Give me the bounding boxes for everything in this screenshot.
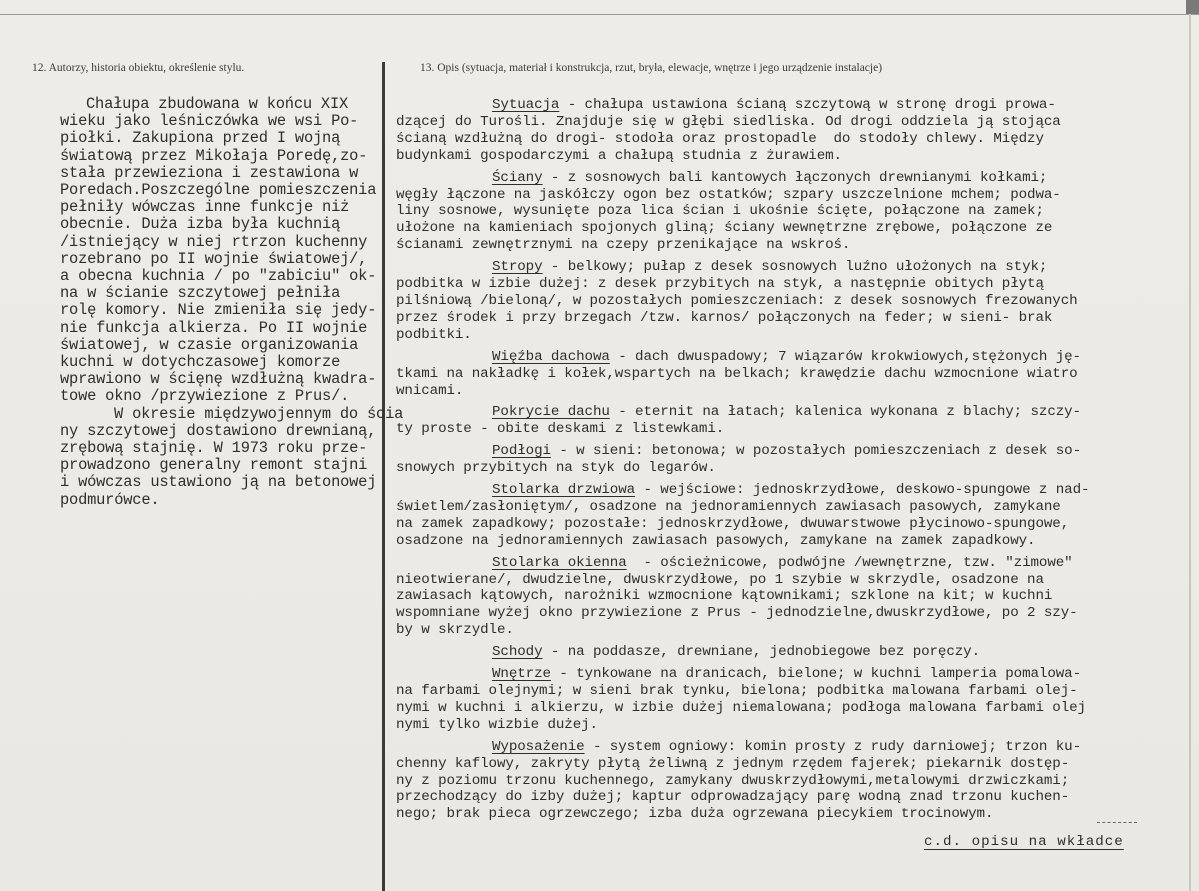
history-line: rozebrano po II wojnie światowej/, (60, 249, 368, 268)
history-line: światową przez Mikołaja Poredę,zo- (60, 146, 368, 165)
section-text: - wejściowe: jednoskrzydłowe, deskowo-spungowe z nad- (635, 482, 1090, 499)
description-line: ścianami zewnętrznymi na czepy przenikające na wskroś. (396, 237, 851, 254)
section-text: - system ogniowy: komin prosty z rudy darniowej; trzon ku- (584, 738, 1081, 755)
ink-mark (1097, 822, 1137, 825)
description-line: węgły łączone na jaskółczy ogon bez ostatków; szpary uszczelnione mchem; podwa- (396, 186, 1061, 203)
section-text: - chałupa ustawiona ścianą szczytową w stronę drogi prowa- (559, 97, 1056, 113)
history-line: na w ścianie szczytowej pełniła (60, 284, 341, 303)
section-heading: Wnętrze (492, 666, 551, 683)
history-line: Poredach.Poszczególne pomieszczenia (60, 181, 377, 200)
description-line: snowych przybitych na styk do legarów. (396, 460, 716, 477)
description-line (396, 349, 1196, 366)
section-text: - z sosnowych bali kantowych łączonych drewnianymi kołkami; (542, 169, 1048, 186)
history-line: /istniejący w niej rtrzon kuchenny (60, 232, 368, 251)
description-line: przez środek i przy brzegach /tzw. karnos/ połączonych na feder; w sieni- brak (396, 309, 1053, 326)
top-edge-line (0, 14, 1199, 15)
description-line (396, 739, 1196, 756)
description-section (396, 555, 1196, 640)
section-text: - belkowy; pułap z desek sosnowych luźno ułożonych na styk; (542, 259, 1048, 276)
header-section-13: 13. Opis (sytuacja, materiał i konstrukcja, rzut, bryła, elewacje, wnętrze i jego urządzenie instalacje) (420, 62, 883, 74)
corner-mark (1186, 0, 1199, 14)
section-text: - ościeżnicowe, podwójne /wewnętrzne, tzw. "zimowe" (626, 554, 1073, 571)
history-line: prowadzono generalny remont stajni (60, 456, 368, 475)
history-line: wprawiono w ścięnę wzdłużną kwadra- (60, 370, 377, 389)
description-line: zawiasach kątowych, narożniki wzmocnione kątownikami; szklone na kit; w kuchni (396, 588, 1053, 605)
description-section (396, 482, 1196, 550)
description-line (396, 482, 1196, 499)
description-line: ny z poziomu trzonu kuchennego, zamykany dwuskrzydłowymi,metalowymi drzwiczkami; (396, 772, 1070, 789)
description-line (396, 666, 1196, 683)
section-heading: Stropy (492, 259, 543, 276)
description-section (396, 443, 1196, 477)
history-line: piołki. Zakupiona przed I wojną (60, 129, 341, 148)
history-line: nie funkcja alkierza. Po II wojnie (60, 318, 368, 337)
history-line: rolę komory. Nie zmieniła się jedy- (60, 301, 377, 320)
description-line: ścianą wzdłużną do drogi- stodoła oraz prostopadle do stodoły chlewy. Między (396, 130, 1044, 147)
description-text (396, 97, 1196, 828)
history-line: pełniły wówczas inne funkcje niż (60, 198, 350, 217)
description-line: nieotwierane/, dwudzielne, dwuskrzydłowe, po 1 szybie w skrzydle, osadzone na (396, 571, 1044, 588)
section-text: - eternit na łatach; kalenica wykonana z blachy; szczy- (609, 404, 1081, 421)
description-line: na zamek zapadkowy; pozostałe: jednoskrzydłowe, dwuwarstwowe płycinowo-spungowe, (396, 515, 1070, 532)
section-text: - na poddasze, drewniane, jednobiegowe bez poręczy. (542, 644, 981, 661)
description-line: nego; brak pieca ogrzewczego; izba duża ogrzewana piecykiem trocinowym. (396, 806, 994, 823)
description-line: nymi w kuchni i alkierzu, w izbie dużej niemalowana; podłoga malowana farbami olej (396, 699, 1086, 716)
section-text: - w sieni: betonowa; w pozostałych pomieszczeniach z desek so- (550, 443, 1081, 460)
description-line: ty proste - obite deskami z listewkami. (396, 421, 725, 438)
section-heading: Sytuacja (492, 97, 560, 113)
history-line: wieku jako leśniczówka we wsi Po- (60, 112, 359, 131)
history-text (60, 95, 404, 509)
description-line: osadzone na jednoramiennych zawiasach pasowych, zamykane na zamek zapadkowy. (396, 532, 1036, 549)
description-line: tkami na nakładkę i kołek,wspartych na belkach; krawędzie dachu wzmocnione wiatro (396, 365, 1078, 382)
section-heading: Stolarka drzwiowa (492, 482, 636, 499)
description-line: chenny kaflowy, zakryty płytą żeliwną z jednym rzędem fajerek; piekarnik dostęp- (396, 755, 1070, 772)
description-line: przechodzący do izby dużej; kaptur odprowadzający parę wodną znad trzonu kuchen- (396, 789, 1070, 806)
section-heading: Schody (492, 644, 543, 661)
section-heading: Podłogi (492, 443, 551, 460)
history-line: światowej, w czasie organizowania (60, 335, 359, 354)
description-section (396, 349, 1196, 400)
description-line: by w skrzydle. (396, 622, 514, 639)
history-line: Chałupa zbudowana w końcu XIX (86, 95, 349, 113)
header-section-12: 12. Autorzy, historia obiektu, określenie stylu. (32, 62, 245, 74)
description-line: podbitki. (396, 326, 472, 343)
description-line (396, 259, 1196, 276)
description-line: dzącej do Turośli. Znajduje się w głębi siedliska. Od drogi oddziela ją stojąca (396, 113, 1061, 130)
description-line: wnicami. (396, 382, 464, 399)
continuation-note: c.d. opisu na wkładce (924, 834, 1124, 850)
description-section (396, 170, 1196, 255)
description-line: na farbami olejnymi; w sieni brak tynku, bielona; podbitka malowana farbami olej- (396, 683, 1078, 699)
history-line: obecnie. Duża izba była kuchnią (60, 215, 341, 234)
description-section (396, 404, 1196, 438)
section-text: - dach dwuspadowy; 7 wiązarów krokwiowych,stężonych ję- (609, 348, 1081, 365)
section-heading: Pokrycie dachu (492, 404, 610, 421)
description-line: nymi tylko wizbie dużej. (396, 716, 598, 733)
description-section (396, 739, 1196, 824)
description-line: ułożone na kamieniach spojonych gliną; ściany wewnętrzne zrębowe, połączone ze (396, 220, 1053, 237)
description-line: pilśniową /bieloną/, w pozostałych pomieszczeniach: z desek sosnowych frezowanych (396, 292, 1078, 309)
history-line: i wówczas ustawiono ją na betonowej (60, 473, 377, 492)
description-line: świetlem/zasłoniętym/, osadzone na jednoramiennych zawiasach pasowych, zamykane (396, 498, 1061, 515)
history-line: zrębową stajnię. W 1973 roku prze- (60, 439, 368, 458)
description-section (396, 644, 1196, 661)
section-text: - tynkowane na dranicach, bielone; w kuchni lamperia pomalowa- (550, 666, 1081, 683)
history-line: a obecna kuchnia / po "zabiciu" ok- (60, 267, 377, 286)
description-line: podbitka w izbie dużej: z desek przybitych na styk, a następnie obitych płytą (396, 276, 1044, 293)
description-line (396, 404, 1196, 421)
description-line (396, 555, 1196, 572)
history-line: W okresie międzywojennym do ścia (114, 404, 404, 423)
description-section (396, 666, 1196, 734)
description-line (396, 443, 1196, 460)
description-line (396, 170, 1196, 187)
history-line: podmurówce. (60, 490, 160, 509)
history-line: kuchni w dotychczasowej komorze (60, 353, 341, 372)
description-line (396, 97, 1196, 114)
history-line: ny szczytowej dostawiono drewnianą, (60, 421, 377, 440)
description-section (396, 97, 1196, 165)
description-section (396, 259, 1196, 344)
column-divider (382, 62, 385, 891)
history-line: stała przewieziona i zestawiona w (60, 163, 359, 182)
section-heading: Stolarka okienna (492, 554, 627, 571)
section-heading: Wyposażenie (492, 738, 585, 755)
description-line: budynkami gospodarczymi a chałupą studnia z żurawiem. (396, 147, 842, 164)
section-heading: Więźba dachowa (492, 348, 610, 365)
section-heading: Ściany (492, 169, 543, 186)
description-line: wspomniane wyżej okno przywiezione z Prus - jednodzielne,dwuskrzydłowe, po 2 szy- (396, 605, 1078, 622)
history-line: towe okno /przywiezione z Prus/. (60, 387, 350, 406)
description-line: liny sosnowe, wysunięte poza lica ścian i ukośnie ścięte, połączone na zamek; (396, 203, 1044, 220)
description-line (396, 644, 1196, 661)
